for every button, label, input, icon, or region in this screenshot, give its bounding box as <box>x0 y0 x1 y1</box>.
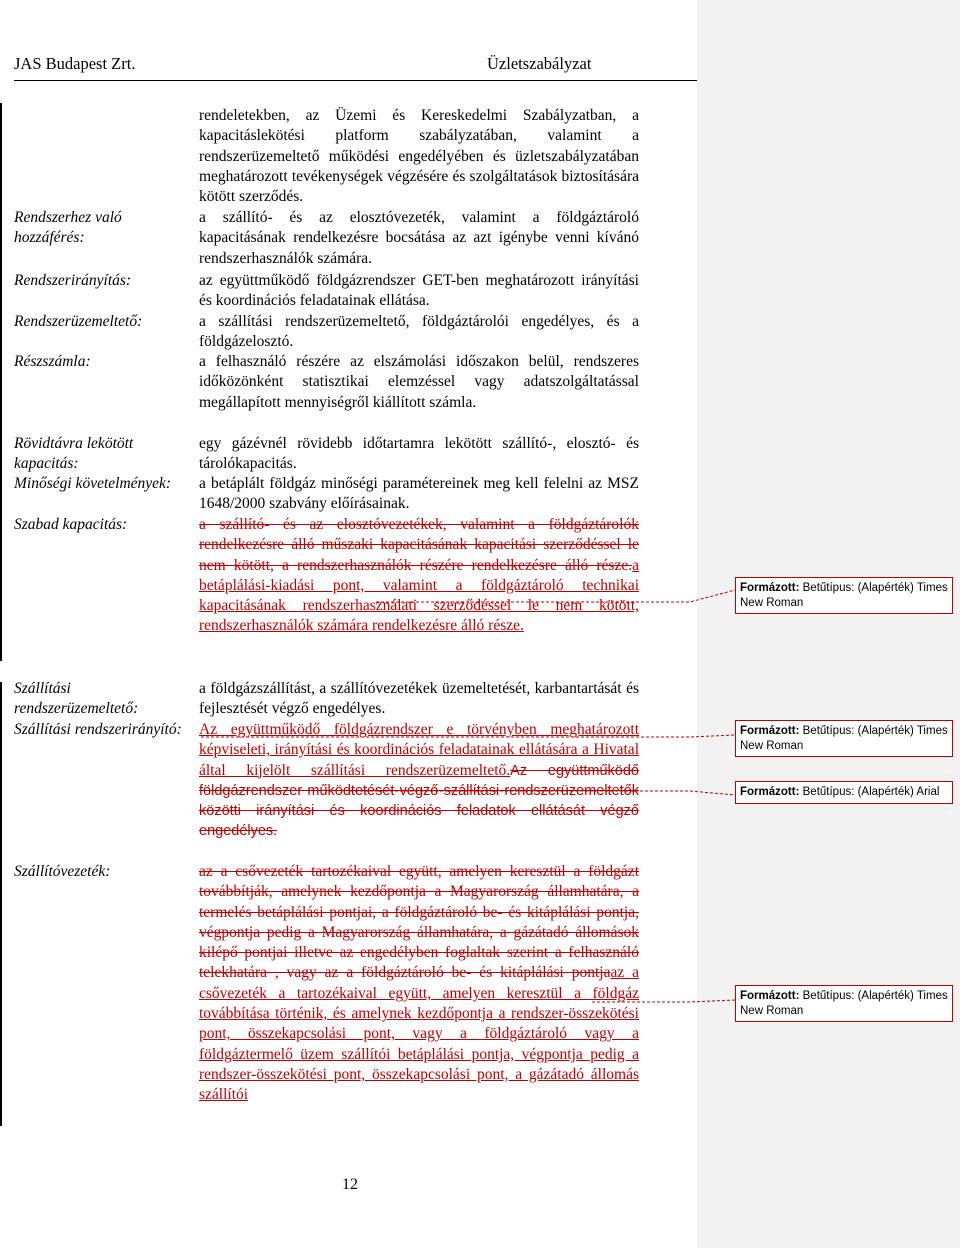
format-comment[interactable]: Formázott: Betűtípus: (Alapérték) Times New Roman <box>735 577 953 614</box>
change-bar <box>0 103 2 661</box>
def-szallitasi-rendszeriranyito <box>199 720 639 842</box>
term-szallitasi-rendszeriranyito: Szállítási rendszerirányító: <box>14 721 182 738</box>
term-minosegi: Minőségi követelmények: <box>14 475 172 492</box>
inserted-text: Az együttműködő földgázrendszer e törvényben meghatározott képviseleti, irányítási és koordinációs feladatainak ellátására a Hivatal által kijelölt szállítási rendszerüzemeltető. <box>199 721 639 779</box>
deleted-text: az a csővezeték tartozékaival együtt, amelyen keresztül a földgázt továbbítják, amelynek kezdőpontja a Magyarország államhatára, a termelés betáplálási pontjai, a földgáztároló be- és kitáplálási pontja, végpontja pedig a Magyarország államhatára, a gázátadó állomások kilépő pontjai illetve az engedélyben foglaltak szerint a felhasználó telekhatára , vagy az a földgáztároló be- és kitáplálási pontja <box>199 863 639 982</box>
def-szallitovezetek <box>199 862 639 1106</box>
term-reszszamla: Részszámla: <box>14 353 91 370</box>
def-szallitasi-rendszeruzemelteto: a földgázszállítást, a szállítóvezetékek üzemeltetését, karbantartását és fejlesztését végző engedélyes. <box>199 680 639 718</box>
def-rovidtavra: egy gázévnél rövidebb időtartamra lekötött szállító-, elosztó- és tárolókapacitás. <box>199 435 639 473</box>
inserted-text: az a csővezeték a tartozékaival együtt, amelyen keresztül a földgáz továbbítása történik, és amelynek kezdőpontja a rendszer-összekötési pont, összekapcsolási pont, vagy a földgáztároló vagy a földgáztermelő üzem szállítói betáplálási pontja, végpontja pedig a rendszer-összekötési pont, összekapcsolási pont, a gázátadó állomás szállítói <box>199 964 640 1104</box>
page-number: 12 <box>342 1176 358 1193</box>
header-rule <box>14 80 697 81</box>
term-rendszerhez: Rendszerhez való hozzáférés: <box>14 209 122 247</box>
def-reszszamla: a felhasználó részére az elszámolási időszakon belül, rendszeres időközönként statisztikai elemzéssel vagy adatszolgáltatással megállapított mennyiségről kiállított számla. <box>199 353 639 411</box>
format-comment[interactable]: Formázott: Betűtípus: (Alapérték) Arial <box>735 781 953 804</box>
def-rendszeriranyitas: az együttműködő földgázrendszer GET-ben meghatározott irányítási és koordinációs feladatainak ellátása. <box>199 272 639 310</box>
def-szabad-kapacitas <box>199 515 639 637</box>
header-document-title: Üzletszabályzat <box>487 54 592 73</box>
markup-pane <box>697 0 960 1248</box>
term-szabad-kapacitas: Szabad kapacitás: <box>14 516 128 533</box>
deleted-text: Az együttműködő földgázrendszer működtetését végző szállítási rendszerüzemeltetők közötti irányítási és koordinációs feladatok ellátását végző engedélyes. <box>199 762 639 840</box>
change-bar <box>0 682 2 1126</box>
def-minosegi: a betáplált földgáz minőségi paramétereinek meg kell felelni az MSZ 1648/2000 szabvány előírásainak. <box>199 475 639 513</box>
deleted-text: a szállító- és az elosztóvezetékek, valamint a földgáztárolók rendelkezésre álló műszaki kapacitásának kapacitási szerződéssel le nem kötött, a rendszerhasználók részére rendelkezésre álló része. <box>199 516 639 574</box>
term-rendszeruzemelteto: Rendszerüzemeltető: <box>14 313 143 330</box>
header-company: JAS Budapest Zrt. <box>14 54 136 73</box>
def-rendszeruzemelteto: a szállítási rendszerüzemeltető, földgáztárolói engedélyes, és a földgázelosztó. <box>199 313 639 351</box>
term-szallitovezetek: Szállítóvezeték: <box>14 863 111 880</box>
inserted-text: a betáplálási-kiadási pont, valamint a földgáztároló technikai kapacitásának rendszerhasználati szerződéssel le nem kötött, rendszerhasználók számára rendelkezésre álló része. <box>199 556 639 635</box>
format-comment[interactable]: Formázott: Betűtípus: (Alapérték) Times New Roman <box>735 985 953 1022</box>
term-rovidtavra: Rövidtávra lekötött kapacitás: <box>14 435 134 473</box>
format-comment[interactable]: Formázott: Betűtípus: (Alapérték) Times New Roman <box>735 720 953 757</box>
def-rendszerhez: a szállító- és az elosztóvezeték, valamint a földgáztároló kapacitásának rendelkezésre bocsátása az azt igénybe venni kívánó rendszerhasználók számára. <box>199 209 639 267</box>
term-szallitasi-rendszeruzemelteto: Szállítási rendszerüzemeltető: <box>14 680 139 718</box>
term-rendszeriranyitas: Rendszerirányítás: <box>14 272 132 289</box>
intro-definition: rendeletekben, az Üzemi és Kereskedelmi Szabályzatban, a kapacitáslekötési platform szabályzatában, valamint a rendszerüzemeltető működési engedélyében és üzletszabályzatában meghatározott tevékenységek végzésére és szolgáltatások biztosítására kötött szerződés. <box>199 107 639 206</box>
